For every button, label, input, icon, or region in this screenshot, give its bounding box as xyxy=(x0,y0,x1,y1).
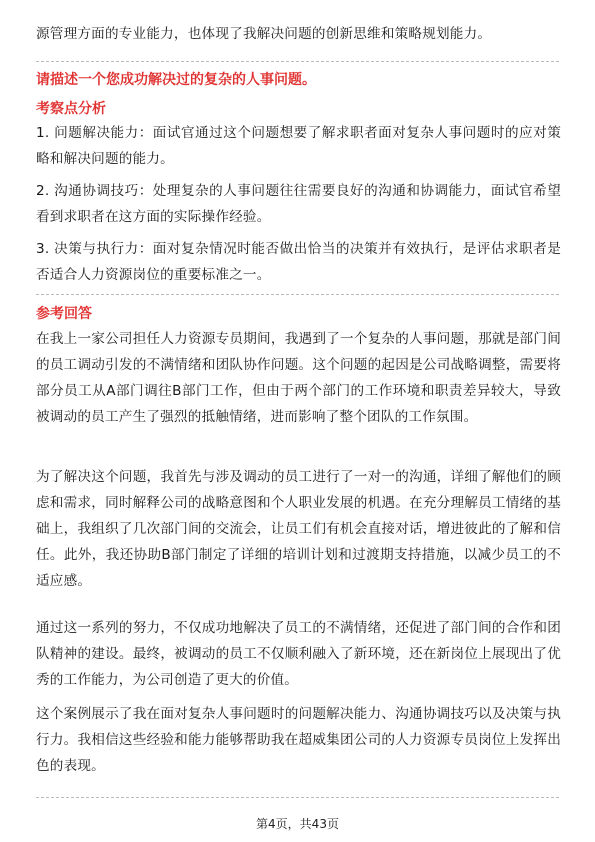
section-divider xyxy=(36,61,559,62)
answer-paragraph: 为了解决这个问题，我首先与涉及调动的员工进行了一对一的沟通，详细了解他们的顾虑和需求，同时解释公司的战略意图和个人职业发展的机遇。在充分理解员工情绪的基础上，我组织了几次部门间的交流会，让员工们有机会直接对话，增进彼此的了解和信任。此外，我还协助B部门制定了详细的培训计划和过渡期支持措施，以减少员工的不适应感。 xyxy=(36,469,561,589)
page-number: 第4页，共43页 xyxy=(256,817,339,831)
answer-paragraph: 这个案例展示了我在面对复杂人事问题时的问题解决能力、沟通协调技巧以及决策与执行力。我相信这些经验和能力能够帮助我在超威集团公司的人力资源专员岗位上发挥出色的表现。 xyxy=(36,706,561,774)
analysis-heading: 考察点分析 xyxy=(36,101,106,117)
question-heading: 请描述一个您成功解决过的复杂的人事问题。 xyxy=(36,72,316,88)
intro-tail-paragraph: 源管理方面的专业能力，也体现了我解决问题的创新思维和策略规划能力。 xyxy=(36,26,492,42)
answer-paragraph: 在我上一家公司担任人力资源专员期间，我遇到了一个复杂的人事问题，那就是部门间的员工调动引发的不满情绪和团队协作问题。这个问题的起因是公司战略调整，需要将部分员工从A部门调往B部门工作，但由于两个部门的工作环境和职责差异较大，导致被调动的员工产生了强烈的抵触情绪，进而影响了整个团队的工作氛围。 xyxy=(36,331,561,425)
answer-paragraph: 通过这一系列的努力，不仅成功地解决了员工的不满情绪，还促进了部门间的合作和团队精神的建设。最终，被调动的员工不仅顺利融入了新环境，还在新岗位上展现出了优秀的工作能力，为公司创造了更大的价值。 xyxy=(36,620,561,688)
analysis-item: 2. 沟通协调技巧：处理复杂的人事问题往往需要良好的沟通和协调能力，面试官希望看到求职者在这方面的实际操作经验。 xyxy=(36,183,561,225)
section-divider xyxy=(36,294,559,295)
footer-divider xyxy=(36,797,559,798)
analysis-item: 1. 问题解决能力：面试官通过这个问题想要了解求职者面对复杂人事问题时的应对策略和解决问题的能力。 xyxy=(36,125,561,167)
answer-heading: 参考回答 xyxy=(36,306,92,322)
analysis-item: 3. 决策与执行力：面对复杂情况时能否做出恰当的决策并有效执行，是评估求职者是否适合人力资源岗位的重要标准之一。 xyxy=(36,241,561,283)
